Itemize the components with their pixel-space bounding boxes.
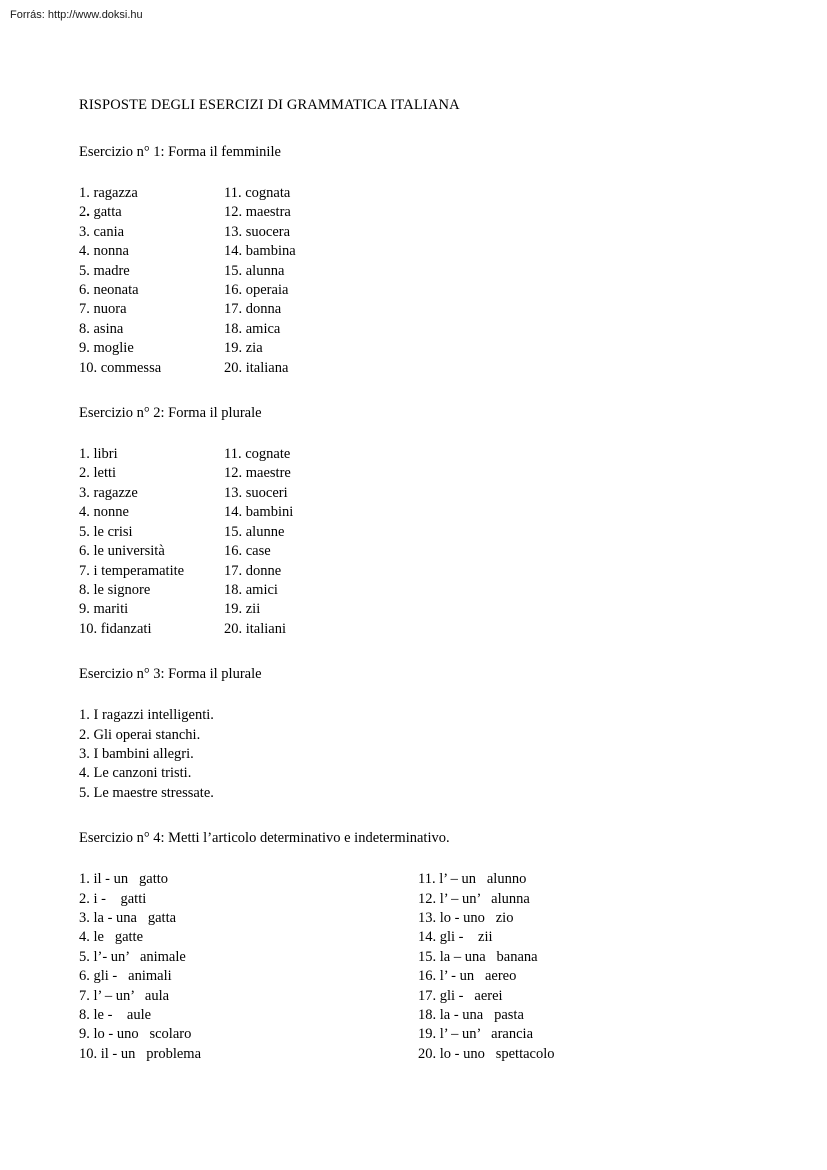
answer-item: 16. l’ - un aereo	[418, 968, 517, 985]
answer-item: 4. nonne	[79, 504, 129, 521]
answer-item: 16. case	[224, 543, 271, 560]
answer-item: 15. alunna	[224, 262, 285, 279]
exercise-section	[79, 143, 759, 378]
answer-item: 4. le gatte	[79, 929, 144, 946]
exercise-heading: Esercizio n° 1: Forma il femminile	[79, 144, 281, 160]
answer-item: 16. operaia	[224, 282, 289, 299]
answer-item: 10. fidanzati	[79, 620, 152, 637]
answer-item: 14. gli - zii	[418, 929, 493, 946]
answer-item: 1. ragazza	[79, 185, 138, 201]
exercise-heading: Esercizio n° 4: Metti l’articolo determinativo e indeterminativo.	[79, 830, 450, 847]
exercise-list	[79, 143, 759, 1064]
answer-item: 2. letti	[79, 465, 117, 482]
answer-column-left	[79, 706, 224, 803]
answer-item: 7. nuora	[79, 301, 127, 318]
answer-item: 7. i temperamatite	[79, 562, 185, 579]
answer-column-left	[79, 184, 224, 378]
answer-item: 15. la – una banana	[418, 948, 538, 965]
answer-item: 10. il - un problema	[79, 1045, 202, 1062]
answer-item: 9. lo - uno scolaro	[79, 1026, 192, 1043]
answer-item: 17. gli - aerei	[418, 987, 503, 1004]
answer-item: 3. I bambini allegri.	[79, 745, 194, 762]
answer-item: 7. l’ – un’ aula	[79, 987, 170, 1004]
answer-item: 8. asina	[79, 320, 124, 337]
answer-item: 14. bambina	[224, 243, 296, 260]
answer-item: 13. suocera	[224, 223, 291, 240]
answer-columns	[79, 706, 759, 803]
answer-item: 20. lo - uno spettacolo	[418, 1045, 555, 1062]
answer-columns	[79, 184, 759, 378]
source-watermark: Forrás: http://www.doksi.hu	[10, 9, 143, 21]
exercise-section	[79, 665, 759, 803]
document-body	[79, 96, 759, 1064]
answer-item: 10. commessa	[79, 359, 162, 376]
answer-item: 3. la - una gatta	[79, 909, 177, 926]
answer-item: 4. Le canzoni tristi.	[79, 765, 192, 782]
answer-item: 14. bambini	[224, 504, 294, 521]
answer-item: 11. l’ – un alunno	[418, 871, 527, 888]
answer-item: 6. gli - animali	[79, 968, 172, 985]
answer-item: 9. moglie	[79, 340, 134, 357]
answer-item: 6. le università	[79, 543, 165, 560]
answer-columns	[79, 445, 759, 639]
answer-item: 13. lo - uno zio	[418, 909, 514, 926]
answer-item: 12. maestre	[224, 465, 291, 482]
answer-item: 13. suoceri	[224, 484, 288, 501]
answer-item: 19. zii	[224, 601, 261, 618]
answer-item: 6. neonata	[79, 282, 139, 299]
answer-column-right	[418, 870, 718, 1064]
exercise-section	[79, 404, 759, 639]
bold-period: .	[86, 204, 90, 221]
answer-item: 8. le - aule	[79, 1007, 152, 1023]
answer-item: 18. la - una pasta	[418, 1007, 524, 1023]
answer-item: 5. madre	[79, 262, 130, 279]
exercise-heading: Esercizio n° 2: Forma il plurale	[79, 405, 262, 422]
answer-item: 15. alunne	[224, 523, 285, 540]
answer-column-right	[224, 184, 524, 378]
answer-item: 5. le crisi	[79, 523, 133, 540]
answer-item: 11. cognata	[224, 185, 291, 201]
page-title: RISPOSTE DEGLI ESERCIZI DI GRAMMATICA ITALIANA	[79, 97, 460, 113]
answer-item: 2. gatta	[79, 204, 122, 221]
answer-item: 12. maestra	[224, 204, 291, 221]
answer-item: 1. libri	[79, 446, 118, 463]
answer-item: 1. I ragazzi intelligenti.	[79, 707, 214, 724]
answer-item: 8. le signore	[79, 581, 151, 598]
answer-item: 5. Le maestre stressate.	[79, 784, 214, 801]
answer-item: 12. l’ – un’ alunna	[418, 890, 530, 907]
answer-item: 1. il - un gatto	[79, 871, 169, 888]
answer-item: 18. amici	[224, 581, 278, 598]
answer-item: 17. donna	[224, 301, 282, 318]
answer-item: 11. cognate	[224, 446, 291, 463]
answer-item: 20. italiana	[224, 359, 289, 376]
answer-item: 19. zia	[224, 340, 263, 357]
answer-item: 4. nonna	[79, 243, 129, 260]
answer-item: 9. mariti	[79, 601, 129, 618]
answer-item: 3. cania	[79, 223, 125, 240]
answer-column-left	[79, 870, 418, 1064]
answer-item: 20. italiani	[224, 620, 287, 637]
answer-column-right	[224, 445, 524, 639]
answer-item: 5. l’- un’ animale	[79, 948, 186, 965]
answer-item: 2. i - gatti	[79, 890, 147, 907]
answer-item: 18. amica	[224, 320, 281, 337]
answer-item: 17. donne	[224, 562, 282, 579]
answer-item: 19. l’ – un’ arancia	[418, 1026, 534, 1043]
answer-item: 2. Gli operai stanchi.	[79, 726, 201, 743]
answer-column-left	[79, 445, 224, 639]
answer-columns	[79, 870, 759, 1064]
exercise-heading: Esercizio n° 3: Forma il plurale	[79, 666, 262, 683]
exercise-section	[79, 829, 759, 1064]
answer-item: 3. ragazze	[79, 484, 138, 501]
